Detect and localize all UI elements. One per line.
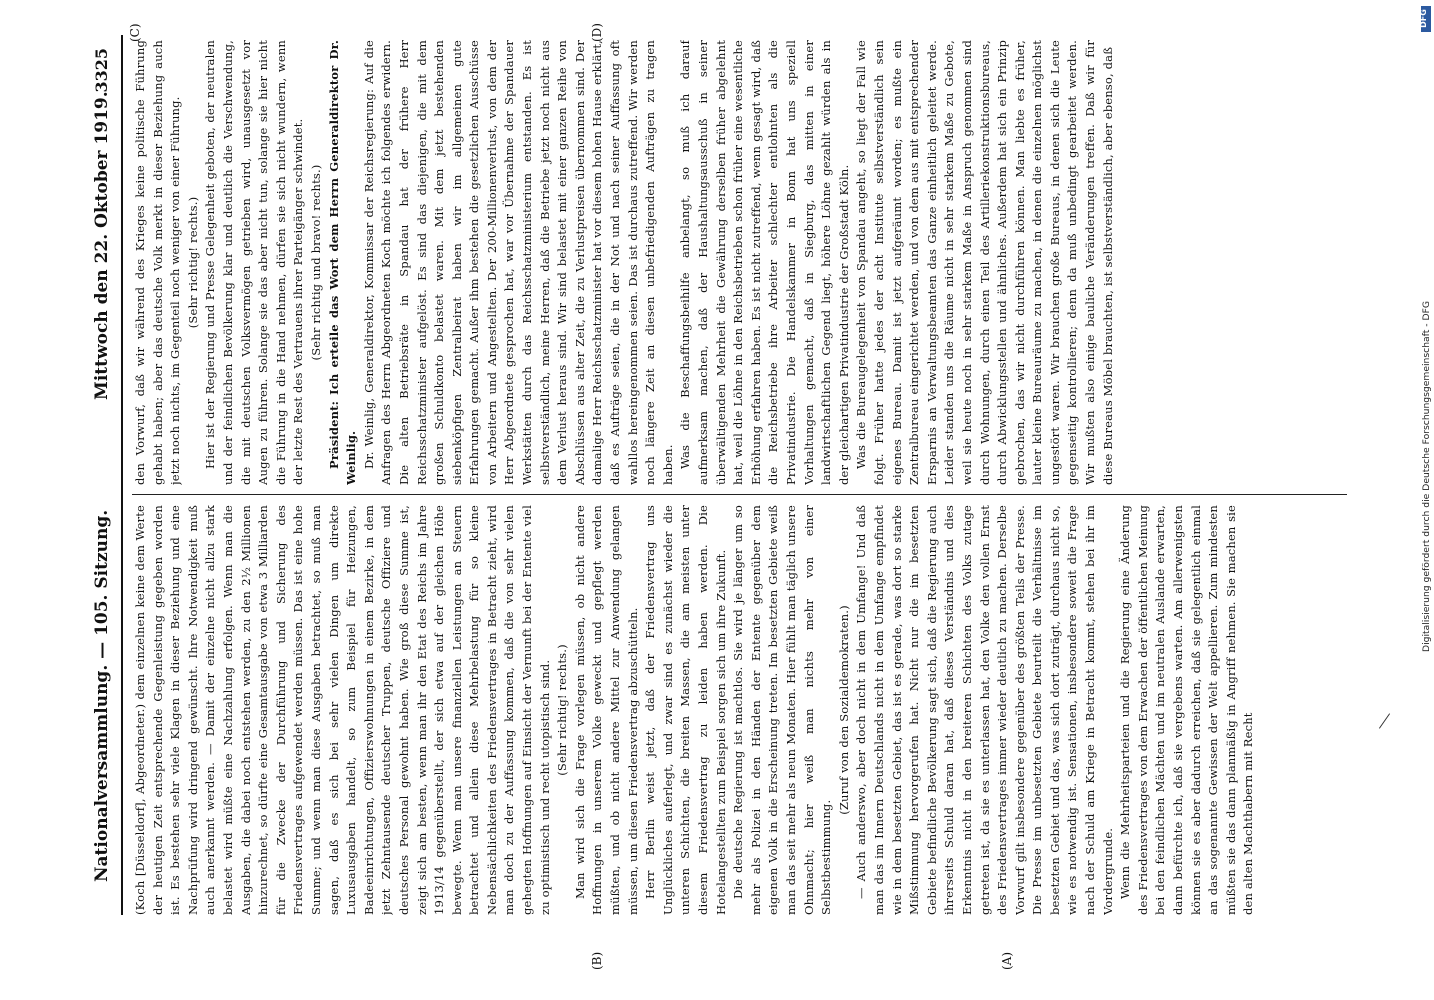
header-date: Mittwoch den 22. Oktober 1919. xyxy=(92,91,112,400)
digitization-note xyxy=(1419,30,1431,650)
margin-mark-c: (C) xyxy=(128,23,142,42)
paragraph: — Auch anderswo, aber doch nicht in dem Umfange! Und daß man das im Innern Deutschlands nicht in dem Umfange empfindet wie in dem besetzten Gebiet, das ist es gerade, was dort so starke Mißstimmung hervorgerufen hat. Nicht nur die im besetzten Gebiete befindliche Bevölkerung sagt sich, daß die Regierung auch ihrerseits Schuld daran hat, daß dieses Verständnis und dies Erkenntnis nicht in den breiteren Schichten des Volks zutage getreten ist, da sie es unterlassen hat, den Volke den vollen Ernst des Friedensvertrages immer wieder deutlich zu machen. Derselbe Vorwurf gilt insbesondere gegenüber des größten Teils der Presse. Die Presse im unbesetzten Gebiete beurteilt die Verhältnisse im besetzten Gebiet und das, was sich dort zuträgt, durchaus nicht so, wie es notwendig ist. Sensationen, insbesondere soweit die Frage nach der Schuld am Kriege in Betracht kommt, stehen bei ihr im Vordergrunde. xyxy=(854,505,1115,915)
paragraph: Die deutsche Regierung ist machtlos. Sie wird je länger um so mehr als Polizei in den Händen der Entente gegenüber dem eigenen Volk in die Erscheinung treten. Im besetzten Gebiete weiß man das seit mehr als neun Monaten. Hier fühlt man täglich unsere Ohnmacht; hier weiß man nichts mehr von einer Selbstbestimmung. xyxy=(731,505,834,915)
interjection: (Sehr richtig! rechts.) xyxy=(555,644,570,776)
right-column xyxy=(132,40,1354,485)
paragraph: Wenn die Mehrheitsparteien und die Regierung eine Änderung des Friedensvertrages von dem Erwachen der öffentlichen Meinung bei den feindlichen Mächten und im neutralen Auslande erwarten, dann befürchte ich, daß sie vergebens warten. Am allerwenigsten können sie es aber dadurch erreichen, daß sie gelegentlich einmal an das sogenannte Gewissen der Welt appellieren. Zum mindesten müßten sie das dann planmäßig in Angriff nehmen. Sie machen sie den alten Machthabern mit Recht xyxy=(1118,505,1256,915)
interjection: (Zuruf von den Sozialdemokraten.) xyxy=(836,605,851,815)
header-session-title: Nationalversammlung. — 105. Sitzung. xyxy=(92,509,112,882)
paragraph: Herr Berlin weist jetzt, daß der Friedensvertrag uns Unglückliches auferlegt, und zwar sind es zunächst wieder die unteren Schichten, die breiten Massen, die am meisten unter diesem Friedensvertrag zu leiden haben werden. Die Hotelangestellten zum Beispiel sorgen sich um ihre Zukunft. xyxy=(643,505,728,915)
paragraph: (Koch [Düsseldorf], Abgeordneter.) dem einzelnen keine dem Werte der heutigen Zeit entsprechende Gegenleistung gegeben worden ist. Es bestehen sehr viele Klagen in dieser Beziehung und eine Nachprüfung wird dringend gewünscht. Ihre Notwendigkeit muß auch anerkannt werden. — Damit der einzelne nicht allzu stark belastet wird müßte eine Nachzahlung erfolgen. Wenn man die Ausgaben, die dabei noch entstehen werden, zu den 2½ Millionen hinzurechnet, so dürfte eine Gesamtausgabe von etwa 3 Milliarden für die Zwecke der Durchführung und Sicherung des Friedensvertrages aufgewendet werden müssen. Das ist eine hohe Summe; und wenn man diese Ausgaben betrachtet, so muß man sagen, daß es sich bei sehr vielen Dingen um direkte Luxusausgaben handelt, so zum Beispiel für Heizungen, Badeeinrichtungen, Offizierswohnungen in einem Bezirke, in dem jetzt Zehntausende deutscher Truppen, deutsche Offiziere und deutsches Personal gewohnt haben. Wie groß diese Summe ist, zeigt sich am besten, wenn man ihr den Etat des Reichs im Jahre 1913/14 gegenüberstellt, der sich etwa auf der gleichen Höhe bewegte. Wenn man unsere finanziellen Leistungen an Steuern betrachtet und allein diese Mehrbelastung für so kleine Nebensächlichkeiten des Friedensvertrages in Betracht zieht, wird man doch zu der Auffassung kommen, daß die von sehr vielen gehegten Hoffnungen auf Einsicht der Vernunft bei der Entente viel zu optimistisch und recht utopistisch sind. xyxy=(133,505,552,915)
column-divider xyxy=(132,494,1347,495)
paragraph: Dr. Weinlig, Generaldirektor, Kommissar der Reichsregierung: Auf die Anfragen des Herrn Abgeordneten Koch möchte ich folgendes erwidern. Die alten Betriebsräte in Spandau hat der frühere Herr Reichsschatzminister aufgelöst. Es sind das diejenigen, die mit dem großen Schuldkonto belastet waren. Mit dem jetzt bestehenden siebenköpfigen Zentralbeirat haben wir im allgemeinen gute Erfahrungen gemacht. Außer ihm bestehen die gesetzlichen Ausschüsse von Arbeitern und Angestellten. Der 200-Millionenverlust, von dem der Herr Abgeordnete gesprochen hat, war vor Übernahme der Spandauer Werkstätten durch das Reichsschatzministerium entstanden. Es ist selbstverständlich, meine Herren, daß die Betriebe jetzt noch nicht aus dem Verlust heraus sind. Wir sind belastet mit einer ganzen Reihe von Abschlüssen aus alter Zeit, die zu Verlustpreisen übernommen sind. Der damalige Herr Reichsschatzminister hat vor diesem hohen Hause erklärt, daß es Aufträge seien, die in der Not und nach seiner Auffassung oft wahllos hereingenommen seien. Das ist durchaus zutreffend. Wir werden noch längere Zeit an diesen unbefriedigenden Aufträgen zu tragen haben. xyxy=(361,40,675,485)
paragraph: Was die Beschaffungsbeihilfe anbelangt, so muß ich darauf aufmerksam machen, daß der Haushaltungsausschuß in seiner überwältigenden Mehrheit die Gewährung derselben früher abgelehnt hat, weil die Löhne in den Reichsbetrieben schon früher eine wesentliche Erhöhung erfahren haben. Es ist nicht zutreffend, wenn gesagt wird, daß die Reichsbetriebe ihre Arbeiter schlechter entlohnten als die Privatindustrie. Die Handelskammer in Bonn hat uns speziell Vorhaltungen gemacht, daß in Siegburg, das mitten in einer landwirtschaftlichen Gegend liegt, höhere Löhne gezahlt würden als in der gleichartigen Privatindustrie der Großstadt Köln. xyxy=(678,40,851,485)
left-column xyxy=(132,505,1354,915)
margin-mark-d: (D) xyxy=(590,23,604,42)
paragraph: Man wird sich die Frage vorlegen müssen, ob nicht andere Hoffnungen in unserem Volke geweckt und gepflegt werden müßten, und ob nicht andere Mittel zur Anwendung gelangen müssen, um diesen Friedensvertrag abzuschütteln. xyxy=(572,505,640,915)
page-header xyxy=(88,0,122,1000)
margin-mark-a: (A) xyxy=(1000,951,1014,970)
paragraph: Was die Bureaugelegenheit von Spandau angeht, so liegt der Fall wie folgt. Früher hatte jedes der acht Institute selbstverständlich sein eigenes Bureau. Damit ist jetzt aufgeräumt worden; es mußte ein Zentralbureau eingerichtet werden, und von dem aus mit entsprechender Ersparnis an Verwaltungsbeamten das Ganze einheitlich geleitet werde. Leider standen uns die Räume nicht in sehr starkem Maße zu Gebote, weil sie heute noch in sehr starkem Maße in Anspruch genommen sind durch Wohnungen, durch einen Teil des Artilleriekonstruktionsbureaus, durch Abwicklungsstellen und ähnliches. Außerdem hat sich ein Prinzip gebrochen, das wir nicht durchführen können. Man liebte es früher, lauter kleine Bureauräume zu machen, in denen die einzelnen möglichst ungestört waren. Wir brauchen große Bureaus, in denen sich die Leute gegenseitig kontrollieren; denn da muß unbedingt gearbeitet werden. Wir mußten also einige bauliche Veränderungen treffen. Daß wir für diese Bureaus Möbel brauchten, ist selbstverständlich, aber ebenso, daß xyxy=(854,40,1115,485)
dfg-logo: DFG xyxy=(1421,6,1431,32)
scan-mark xyxy=(1379,713,1390,728)
header-rule xyxy=(121,35,123,915)
paragraph: Hier ist der Regierung und Presse Gelegenheit geboten, der neutralen und der feindlichen Bevölkerung klar und deutlich die Verschwendung, die mit deutschen Volksvermögen getrieben wird, unausgesetzt vor Augen zu führen. Solange sie das aber nicht tun, solange sie hier nicht die Führung in die Hand nehmen, dürfen sie sich nicht wundern, wenn der letzte Rest des Vertrauens ihrer Parteigänger schwindet. xyxy=(203,40,306,485)
interjection: (Sehr richtig und bravo! rechts.) xyxy=(308,164,323,361)
page-number: 3325 xyxy=(92,48,111,93)
paragraph: den Vorwurf, daß wir während des Krieges keine politische Führung gehabt haben; aber das deutsche Volk merkt in dieser Beziehung auch jetzt noch nichts, im Gegenteil noch weniger von einer Führung. xyxy=(133,40,183,485)
digitization-note-text: Digitalisierung gefördert durch die Deutsche Forschungsgemeinschaft - DFG xyxy=(1421,301,1432,652)
margin-mark-b: (B) xyxy=(590,951,604,970)
speaker-paragraph: Präsident: Ich erteile das Wort dem Herrn Generaldirektor Dr. Weinlig. xyxy=(326,40,359,485)
interjection: (Sehr richtig! rechts.) xyxy=(185,196,200,329)
